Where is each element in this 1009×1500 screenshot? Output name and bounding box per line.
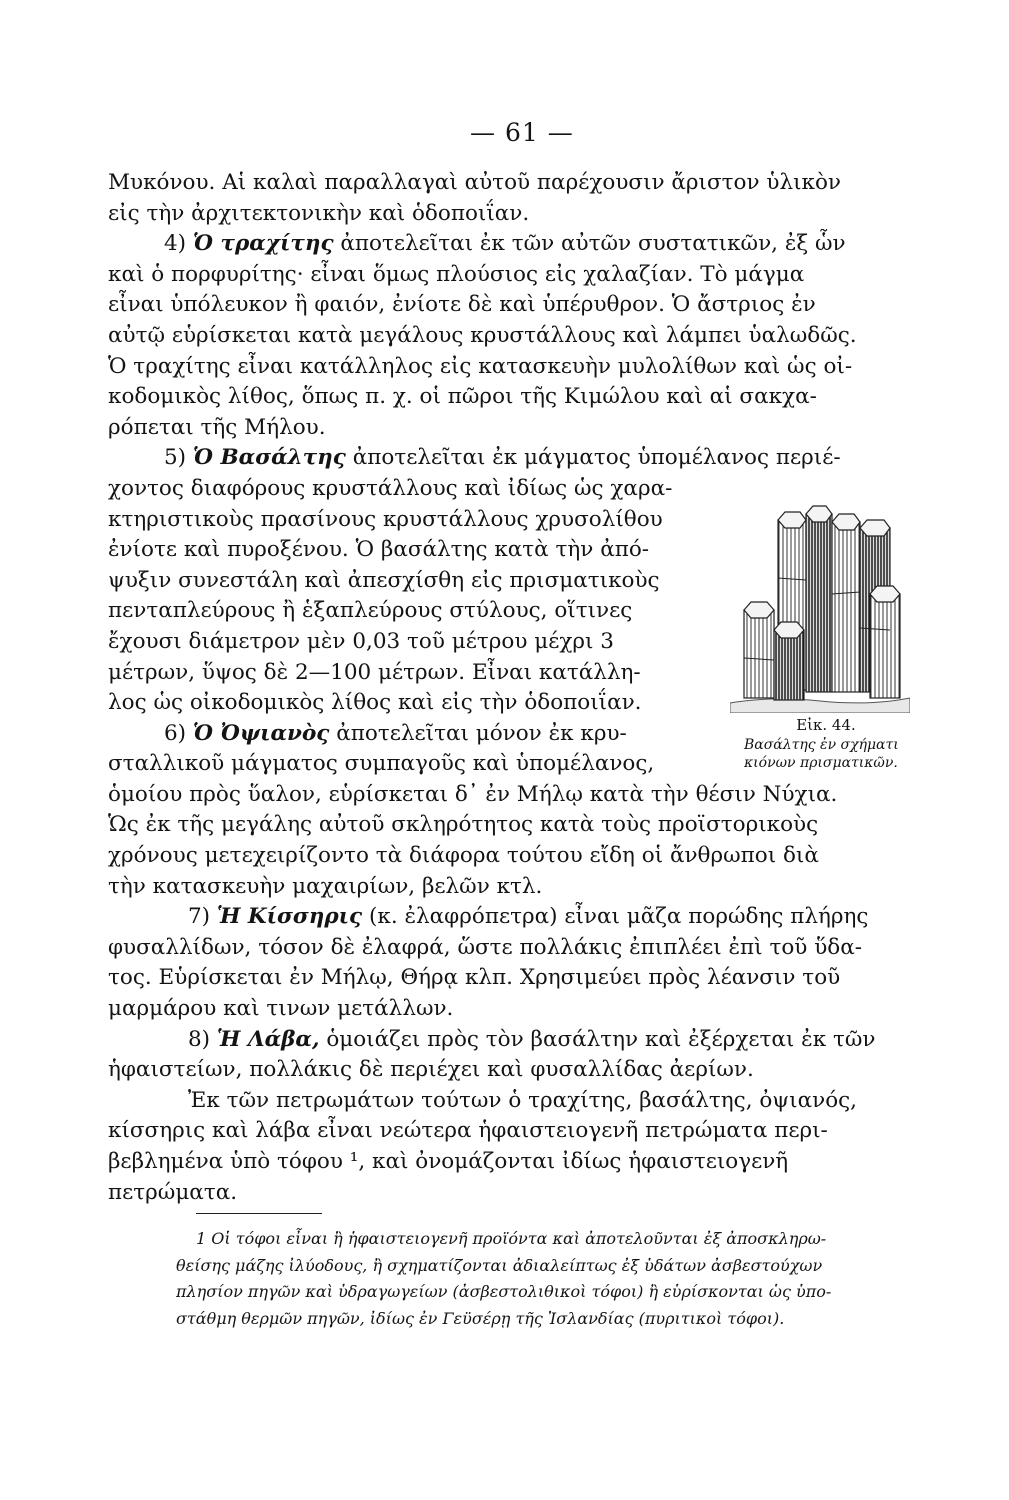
- text-line: τὴν κατασκευὴν μαχαιρίων, βελῶν κτλ.: [108, 873, 543, 899]
- text-line-trachyte: [108, 229, 908, 260]
- text-line: ἡφαιστείων, πολλάκις δὲ περιέχει καὶ φυσαλλίδας ἀερίων.: [108, 1057, 754, 1083]
- text-line: αὐτῷ εὑρίσκεται κατὰ μεγάλους κρυστάλλους καὶ λάμπει ὑαλωδῶς.: [108, 322, 857, 348]
- text-line: καὶ ὁ πορφυρίτης· εἶναι ὅμως πλούσιος εἰς χαλαζίαν. Τὸ μάγμα: [108, 261, 805, 287]
- term-pumice: Ἡ Κίσσηρις: [216, 904, 363, 930]
- item-number: 7): [188, 904, 211, 930]
- footnote-line: πλησίον πηγῶν καὶ ὑδραγωγείων (ἀσβεστολιθικοὶ τόφοι) ἢ εὑρίσκονται ὡς ὑπο-: [176, 1282, 832, 1301]
- text-line: ἐνίοτε καὶ πυροξένου. Ὁ βασάλτης κατὰ τὴν ἀπό-: [108, 537, 650, 563]
- footnote-line: θείσης μάζης ἰλύοδους, ἢ σχηματίζονται ἀδιαλείπτως ἐξ ὑδάτων ἀσβεστούχων: [176, 1255, 823, 1275]
- basalt-columns-figure: [730, 498, 910, 713]
- text-line: εἶναι ὑπόλευκον ἢ φαιόν, ἐνίοτε δὲ καὶ ὑπέρυθρον. Ὁ ἄστριος ἐν: [108, 292, 816, 318]
- text-line-pumice: [108, 902, 908, 933]
- footnote: [176, 1226, 916, 1332]
- page-number: — 61 —: [470, 118, 574, 147]
- text-line: Μυκόνου. Αἱ καλαὶ παραλλαγαὶ αὐτοῦ παρέχουσιν ἄριστον ὑλικὸν: [108, 170, 841, 195]
- item-text: (κ. ἐλαφρόπετρα) εἶναι μᾶζα πορώδης πλήρης: [369, 904, 869, 930]
- text-line: ψυξιν συνεστάλη καὶ ἀπεσχίσθη εἰς πρισματικοὺς: [108, 567, 660, 593]
- text-line: χοντος διαφόρους κρυστάλλους καὶ ἰδίως ὡς χαρα-: [108, 475, 673, 501]
- text-line: κοδομικὸς λίθος, ὅπως π. χ. οἱ πῶροι τῆς Κιμώλου καὶ αἱ σακχα-: [108, 384, 817, 410]
- text-line: Ἐκ τῶν πετρωμάτων τούτων ὁ τραχίτης, βασάλτης, ὀψιανός,: [188, 1087, 858, 1113]
- item-text: ἀποτελεῖται ἐκ μάγματος ὑπομέλανος περιέ-: [352, 445, 841, 471]
- text-line: ρόπεται τῆς Μήλου.: [108, 414, 326, 440]
- text-line: μέτρων, ὕψος δὲ 2—100 μέτρων. Εἶναι κατάλλη-: [108, 659, 641, 685]
- item-number: 5): [164, 445, 187, 471]
- text-line: βεβλημένα ὑπὸ τόφου ¹, καὶ ὀνομάζονται ἰδίως ἡφαιστειογενῆ: [108, 1149, 789, 1174]
- text-line: Ὡς ἐκ τῆς μεγάλης αὐτοῦ σκληρότητος κατὰ τοὺς προϊστορικοὺς: [108, 812, 819, 838]
- item-number: 8): [188, 1026, 211, 1052]
- item-text: ἀποτελεῖται μόνον ἐκ κρυ-: [336, 720, 627, 746]
- text-line: πενταπλεύρους ἢ ἑξαπλεύρους στύλους, οἵτινες: [108, 598, 633, 624]
- text-line-obsidian: [108, 719, 772, 750]
- text-line: τος. Εὑρίσκεται ἐν Μήλῳ, Θήρᾳ κλπ. Χρησιμεύει πρὸς λέανσιν τοῦ: [108, 965, 841, 991]
- text-line: Ὁ τραχίτης εἶναι κατάλληλος εἰς κατασκευὴν μυλολίθων καὶ ὡς οἰ-: [108, 353, 853, 379]
- text-line: φυσαλλίδων, τόσον δὲ ἐλαφρά, ὥστε πολλάκις ἐπιπλέει ἐπὶ τοῦ ὕδα-: [108, 934, 862, 960]
- footnote-line: στάθμη θερμῶν πηγῶν, ἰδίως ἐν Γεϋσέρῃ τῆς Ἰσλανδίας (πυριτικοὶ τόφοι).: [176, 1308, 785, 1328]
- item-number: 4): [164, 231, 187, 257]
- text-line: χρόνους μετεχειρίζοντο τὰ διάφορα τούτου εἴδη οἱ ἄνθρωποι διὰ: [108, 843, 819, 869]
- item-text: ἀποτελεῖται ἐκ τῶν αὐτῶν συστατικῶν, ἐξ ὧν: [340, 231, 846, 257]
- term-lava: Ἡ Λάβα,: [216, 1026, 320, 1052]
- text-line: λος ὡς οἰκοδομικὸς λίθος καὶ εἰς τὴν ὁδοποιΐαν.: [108, 690, 642, 716]
- item-text: ὁμοιάζει πρὸς τὸν βασάλτην καὶ ἐξέρχεται ἐκ τῶν: [326, 1026, 876, 1052]
- text-line-lava: [108, 1025, 908, 1056]
- text-line: μαρμάρου καὶ τινων μετάλλων.: [108, 996, 454, 1022]
- term-basalt: Ὁ Βασάλτης: [192, 445, 346, 471]
- figure-caption: [738, 716, 914, 772]
- item-number: 6): [164, 720, 187, 746]
- term-trachyte: Ὁ τραχίτης: [192, 231, 334, 257]
- text-line: κίσσηρις καὶ λάβα εἶναι νεώτερα ἡφαιστειογενῆ πετρώματα περι-: [108, 1118, 828, 1144]
- text-line: ἔχουσι διάμετρον μὲν 0,03 τοῦ μέτρου μέχρι 3: [108, 628, 614, 654]
- text-line: σταλλικοῦ μάγματος συμπαγοῦς καὶ ὑπομέλανος,: [108, 751, 655, 777]
- text-line: εἰς τὴν ἀρχιτεκτονικὴν καὶ ὁδοποιΐαν.: [108, 200, 530, 226]
- text-line-basalt: [108, 443, 908, 474]
- footnote-divider: [196, 1213, 322, 1214]
- figure-label: Εἰκ. 44.: [796, 716, 856, 734]
- text-line: πετρώματα.: [108, 1179, 238, 1205]
- text-line: ὁμοίου πρὸς ὕαλον, εὑρίσκεται δ᾽ ἐν Μήλῳ κατὰ τὴν θέσιν Νύχια.: [108, 781, 838, 807]
- footnote-line: 1 Οἱ τόφοι εἶναι ἢ ἡφαιστειογενῆ προϊόντα καὶ ἀποτελοῦνται ἐξ ἀποσκληρω-: [196, 1229, 827, 1248]
- term-obsidian: Ὁ Ὀψιανὸς: [192, 720, 330, 746]
- text-line: κτηριστικοὺς πρασίνους κρυστάλλους χρυσολίθου: [108, 506, 663, 532]
- figure-caption-text: Βασάλτης ἐν σχήματι κιόνων πρισματικῶν.: [744, 737, 899, 771]
- basalt-columns-illustration: [730, 498, 910, 713]
